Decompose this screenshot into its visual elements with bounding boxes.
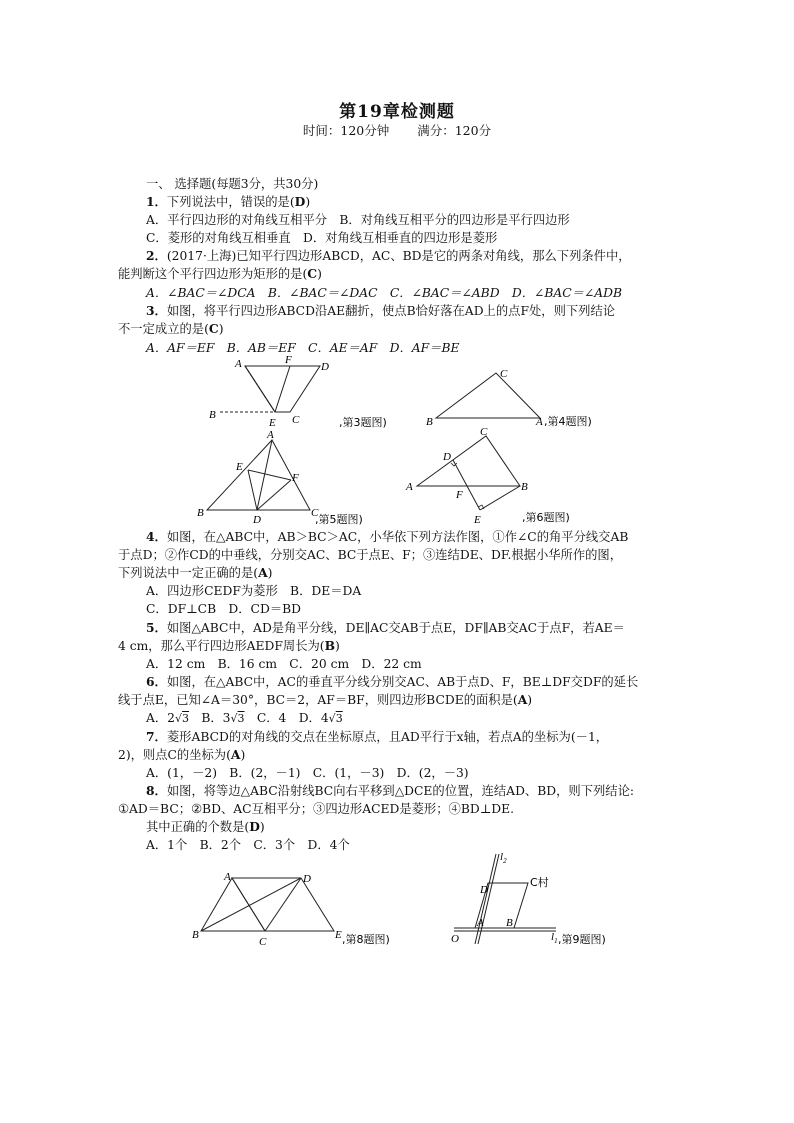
question-3-line-2 (118, 320, 224, 338)
question-3-options: A．AF＝EF B．AB＝EF C．AE＝AF D．AF＝BE (146, 341, 460, 355)
question-stem: (2017·上海)已知平行四边形ABCD，AC、BD是它的两条对角线，那么下列条件中， (166, 249, 631, 263)
label-d: D (443, 451, 451, 463)
sqrt-symbol: √3 (175, 712, 190, 725)
label-b: B (192, 929, 199, 941)
triangle (436, 373, 540, 418)
question-stem: 4 cm，那么平行四边形AEDF周长为( (118, 639, 325, 653)
bracket: ) (317, 267, 322, 281)
label-e: E (335, 929, 342, 941)
label-b: B (426, 416, 433, 428)
label-d: D (253, 514, 261, 526)
question-stem: 如图，在△ABC中，AC的垂直平分线分别交AC、AB于点D、F，BE⊥DF交DF的延长 (166, 675, 639, 689)
label-a: A (267, 429, 274, 441)
question-stem: 菱形ABCD的对角线的交点在坐标原点，且AD平行于x轴，若点A的坐标为(－1， (166, 730, 609, 744)
page-title: 第19章检测题 (339, 102, 455, 122)
figure-q6 (404, 428, 604, 528)
label-f: F (456, 489, 463, 501)
label-c: C (500, 368, 508, 380)
label-b: B (197, 507, 204, 519)
section-heading: 一、 选择题(每题3分，共30分) (146, 177, 319, 191)
figure-caption: ,第6题图) (522, 511, 570, 524)
question-1-options-1: A．平行四边形的对角线互相平分 B．对角线互相平分的四边形是平行四边形 (146, 213, 570, 227)
question-7-options: A．(1，－2) B．(2，－1) C．(1，－3) D．(2，－3) (146, 766, 469, 780)
segments-ed-df (248, 470, 291, 510)
segment-fe (275, 366, 290, 412)
label-a: A (477, 917, 484, 929)
label-a: A (406, 481, 413, 493)
label-o: O (451, 933, 459, 945)
question-number: 8． (146, 783, 167, 798)
label-d: D (480, 884, 488, 896)
question-5-line-2 (118, 637, 340, 655)
question-5 (146, 619, 625, 637)
bracket: ) (267, 566, 273, 580)
question-1 (146, 193, 310, 211)
label-c: C (480, 426, 488, 438)
question-stem: 不一定成立的是( (118, 322, 209, 336)
question-3 (146, 302, 615, 320)
sqrt-symbol: √3 (230, 712, 245, 725)
exam-time: 时间：120分钟 (302, 123, 390, 138)
question-2-options: A．∠BAC＝∠DCA B．∠BAC＝∠DAC C．∠BAC＝∠ABD D．∠BAC＝∠ADB (146, 286, 623, 300)
question-7-line-2 (118, 746, 245, 764)
question-stem: 2)，则点C的坐标为( (118, 748, 231, 762)
figure-caption: ,第4题图) (544, 415, 592, 428)
question-stem: 下列说法中，错误的是( (166, 195, 295, 209)
label-d: D (321, 361, 329, 373)
option-a: A．2 (146, 711, 176, 725)
figure-caption: ,第9题图) (558, 933, 606, 946)
label-e: E (474, 514, 481, 526)
label-e: E (236, 461, 243, 473)
label-b: B (506, 917, 513, 929)
question-8-line-2: ①AD＝BC；②BD、AC互相平分；③四边形ACED是菱形；④BD⊥DE. (118, 802, 515, 816)
figure-q8 (190, 868, 440, 953)
exam-score: 满分：120分 (417, 123, 492, 138)
figure-q5 (195, 430, 395, 530)
option-d: D．4 (298, 711, 329, 725)
label-l1: $l_1$ (551, 931, 558, 945)
bracket: ) (305, 195, 311, 209)
question-8-options: A．1个 B．2个 C．3个 D．4个 (146, 838, 350, 852)
bracket: ) (259, 820, 265, 834)
question-4-options-1: A．四边形CEDF为菱形 B．DE＝DA (146, 584, 362, 598)
label-a: A (224, 871, 231, 883)
question-5-options: A．12 cm B．16 cm C．20 cm D．22 cm (146, 657, 422, 671)
question-stem: 能判断这个平行四边形为矩形的是( (118, 267, 308, 281)
figure-caption: ,第8题图) (342, 933, 390, 946)
label-b: B (521, 481, 528, 493)
figure-q9 (448, 850, 648, 950)
figure-caption: ,第3题图) (339, 416, 387, 429)
option-b: B．3 (201, 711, 231, 725)
question-4-line-3 (118, 564, 272, 582)
label-f: F (285, 354, 292, 366)
triangle-abc (417, 436, 520, 486)
question-stem: 如图，将平行四边形ABCD沿AE翻折，使点B恰好落在AD上的点F处，则下列结论 (166, 304, 616, 318)
label-c: C (292, 414, 300, 426)
bracket: ) (335, 639, 340, 653)
bracket: ) (240, 748, 246, 762)
label-a: A (536, 416, 543, 428)
question-2-line-2 (118, 265, 322, 283)
question-stem: 其中正确的个数是( (146, 820, 250, 834)
label-d: D (303, 873, 311, 885)
question-8 (146, 782, 634, 800)
figure-q4 (422, 365, 622, 430)
question-number: 5． (146, 620, 167, 635)
question-8-line-3 (146, 818, 265, 836)
question-stem: 如图，在△ABC中，AB＞BC＞AC，小华依下列方法作图，①作∠C的角平分线交AB (166, 530, 629, 544)
answer: B (324, 638, 335, 653)
bracket: ) (218, 322, 224, 336)
bracket: ) (527, 693, 533, 707)
fold-line (245, 366, 275, 412)
question-stem: 线于点E，已知∠A＝30°，BC＝2，AF＝BF，则四边形BCDE的面积是( (118, 693, 518, 707)
question-number: 6． (146, 674, 167, 689)
question-stem: 如图△ABC中，AD是角平分线，DE∥AC交AB于点E，DF∥AB交AC于点F，若AE＝ (166, 621, 625, 635)
label-a: A (235, 358, 242, 370)
answer: A (230, 747, 241, 762)
question-4 (146, 528, 628, 546)
label-village-c: C村 (530, 876, 549, 889)
question-4-options-2: C．DF⊥CB D．CD＝BD (146, 602, 302, 616)
question-number: 4． (146, 529, 167, 544)
answer: A (258, 565, 268, 580)
answer: D (249, 819, 260, 834)
answer: A (517, 692, 528, 707)
question-stem: 如图，将等边△ABC沿射线BC向右平移到△DCE的位置，连结AD、BD，则下列结论: (166, 784, 635, 798)
label-c: C (259, 936, 267, 948)
question-number: 3． (146, 303, 167, 318)
segment-ef (248, 470, 291, 480)
label-f: F (292, 472, 299, 484)
label-b: B (209, 409, 216, 421)
question-stem: 下列说法中一定正确的是( (118, 566, 259, 580)
exam-info (0, 121, 794, 139)
question-number: 1． (146, 194, 167, 209)
segment-cd (265, 878, 301, 931)
sqrt-symbol: √3 (328, 712, 343, 725)
answer: D (294, 194, 306, 209)
label-l2: $l_2$ (500, 851, 507, 865)
option-c: C．4 (256, 711, 287, 725)
answer: C (208, 321, 219, 336)
figure-q3 (205, 354, 405, 433)
question-number: 2． (146, 248, 167, 263)
perpendicular-bisector (453, 460, 480, 510)
triangle-abc (201, 878, 265, 931)
question-1-options-2: C．菱形的对角线互相垂直 D．对角线互相垂直的四边形是菱形 (146, 231, 498, 245)
label-c: C (311, 507, 319, 519)
segment-eb (480, 486, 520, 510)
answer: C (307, 266, 318, 281)
question-6-options (146, 709, 343, 728)
figure-caption: ,第5题图) (315, 513, 363, 526)
question-6 (146, 673, 638, 691)
question-6-line-2 (118, 691, 532, 709)
question-2 (146, 247, 631, 265)
question-number: 7． (146, 729, 167, 744)
question-7 (146, 728, 608, 746)
label-e: E (269, 417, 276, 429)
question-4-line-2: 于点D；②作CD的中垂线，分别交AC、BC于点E、F；③连结DE、DF.根据小华所作的图， (118, 548, 623, 562)
